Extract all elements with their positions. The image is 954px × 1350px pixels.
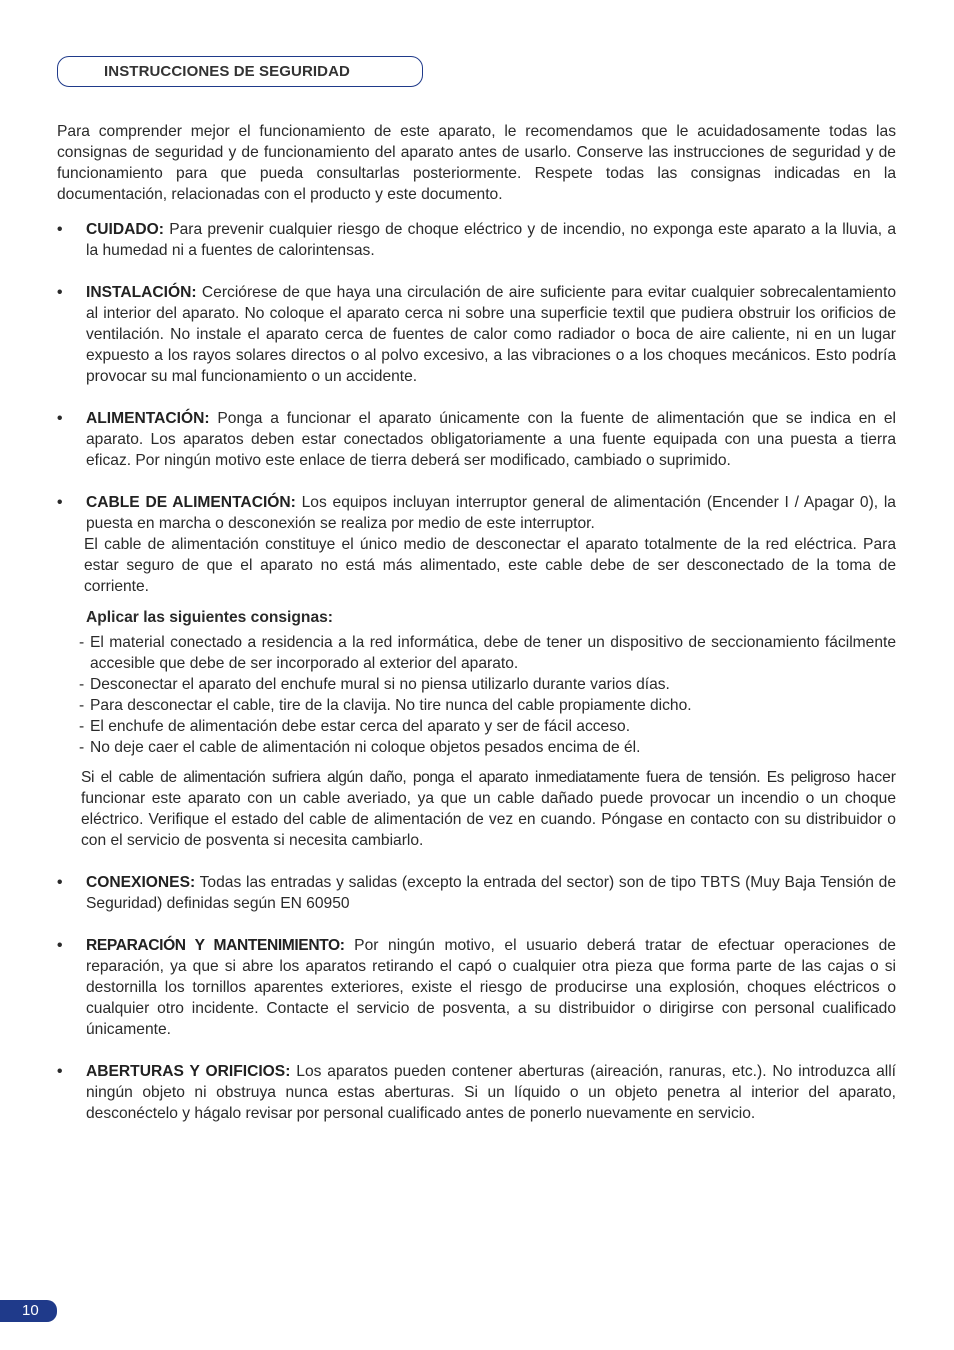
- list-item: - Para desconectar el cable, tire de la clavija. No tire nunca del cable propiamente dicho.: [79, 697, 692, 714]
- bullet: •: [57, 221, 63, 238]
- item-text: Ponga a funcionar el aparato únicamente con la fuente de alimentación que se indica en el aparato. Los aparatos deben estar conectados obligatoriamente a una fuente equipada con una puesta a tierra eficaz. Por ningún motivo este enlace de tierra deberá ser modificado, cambiado o suprimido.: [86, 410, 896, 469]
- consignas-title: Aplicar las siguientes consignas:: [86, 609, 333, 626]
- item-label: CONEXIONES:: [86, 874, 196, 891]
- item-reparacion: [57, 935, 896, 1040]
- cable-warning-paragraph: Si el cable de alimentación sufriera algún daño, ponga el aparato inmediatamente fuera de tensión. Es peligroso hacer funcionar este aparato con un cable averiado, ya que un cable dañado puede provocar un incendio o un choque eléctrico. Verifique el estado del cable de alimentación de vez en cuando. Póngase en contacto con su distribuidor o con el servicio de posventa si necesita cambiarlo.: [81, 769, 897, 849]
- list-item: - Desconectar el aparato del enchufe mural si no piensa utilizarlo durante varios días.: [79, 676, 670, 693]
- item-cuidado: [57, 219, 896, 261]
- intro-paragraph: Para comprender mejor el funcionamiento de este aparato, le recomendamos que le acuidadosamente todas las consignas de seguridad y de funcionamiento del aparato antes de usarlo. Conserve las instrucciones de seguridad y de funcionamiento para que pueda consultarlas posteriormente. Respete todas las consignas indicadas en la documentación, relacionadas con el producto y este documento.: [57, 123, 896, 203]
- item-label: INSTALACIÓN:: [86, 284, 197, 301]
- cable-paragraph-2: El cable de alimentación constituye el único medio de desconectar el aparato totalmente de la red eléctrica. Para estar seguro de que el aparato no está más alimentado, este cable debe de ser desconectado de la toma de corriente.: [84, 536, 896, 595]
- item-alimentacion: [57, 408, 896, 471]
- list-item: - No deje caer el cable de alimentación ni coloque objetos pesados encima de él.: [79, 739, 641, 756]
- item-aberturas: [57, 1061, 896, 1124]
- bullet: •: [57, 937, 63, 954]
- section-title-box: [57, 56, 423, 87]
- item-label: REPARACIÓN Y MANTENIMIENTO:: [86, 937, 345, 954]
- page-number: 10: [22, 1302, 39, 1319]
- bullet: •: [57, 874, 63, 891]
- item-text: Para prevenir cualquier riesgo de choque eléctrico y de incendio, no exponga este aparato a la lluvia, a la humedad ni a fuentes de calorintensas.: [86, 221, 896, 259]
- item-conexiones: [57, 872, 896, 914]
- item-label: ABERTURAS Y ORIFICIOS:: [86, 1063, 291, 1080]
- item-text: Cerciórese de que haya una circulación de aire suficiente para evitar cualquier sobrecalentamiento al interior del aparato. No coloque el aparato cerca ni sobre una superficie textil que pudiera obstruir los orificios de ventilación. No instale el aparato cerca de fuentes de calor como radiador o boca de aire caliente, ni en un lugar expuesto a los rayos solares directos o al polvo excesivo, a las vibraciones o a los choques mecánicos. Esto podría provocar su mal funcionamiento o un accidente.: [86, 284, 896, 385]
- item-text: Los aparatos pueden contener aberturas (aireación, ranuras, etc.). No introduzca allí ningún objeto ni obstruya nunca estas aberturas. Si un líquido o un objeto penetra al interior del aparato, desconéctelo y hágalo revisar por personal cualificado antes de ponerlo nuevamente en servicio.: [86, 1063, 897, 1122]
- bullet: •: [57, 410, 63, 427]
- item-text: Por ningún motivo, el usuario deberá tratar de efectuar operaciones de reparación, ya que si abre los aparatos retirando el capó o cualquier otra pieza que forma parte de las cajas o si destornilla los tornillos aparentes exteriores, existe el riesgo de producirse una explosión, choques eléctricos o cualquier otro incidente. Contacte el servicio de posventa, a su distribuidor o dirigirse con personal cualificado únicamente.: [86, 937, 896, 1038]
- document-body: [57, 121, 896, 1124]
- bullet: •: [57, 494, 63, 511]
- item-label: ALIMENTACIÓN:: [86, 410, 210, 427]
- item-text: Los equipos incluyan interruptor general de alimentación (Encender I / Apagar 0), la puesta en marcha o desconexión se realiza por medio de este interruptor.: [86, 494, 896, 532]
- item-cable-alimentacion: [57, 492, 896, 851]
- item-label: CUIDADO:: [86, 221, 164, 238]
- consignas-list: [79, 632, 896, 758]
- page-number-tab: [0, 1300, 57, 1322]
- list-item: - El enchufe de alimentación debe estar cerca del aparato y ser de fácil acceso.: [79, 718, 631, 735]
- list-item: - El material conectado a residencia a la red informática, debe de tener un dispositivo de seccionamiento fácilmente accesible que debe de ser incorporado al exterior del aparato.: [79, 634, 896, 672]
- item-instalacion: [57, 282, 896, 387]
- item-label: CABLE DE ALIMENTACIÓN:: [86, 494, 296, 511]
- bullet: •: [57, 284, 63, 301]
- section-title: INSTRUCCIONES DE SEGURIDAD: [104, 63, 350, 80]
- item-text: Todas las entradas y salidas (excepto la entrada del sector) son de tipo TBTS (Muy Baja Tensión de Seguridad) definidas según EN 60950: [86, 874, 896, 912]
- bullet: •: [57, 1063, 63, 1080]
